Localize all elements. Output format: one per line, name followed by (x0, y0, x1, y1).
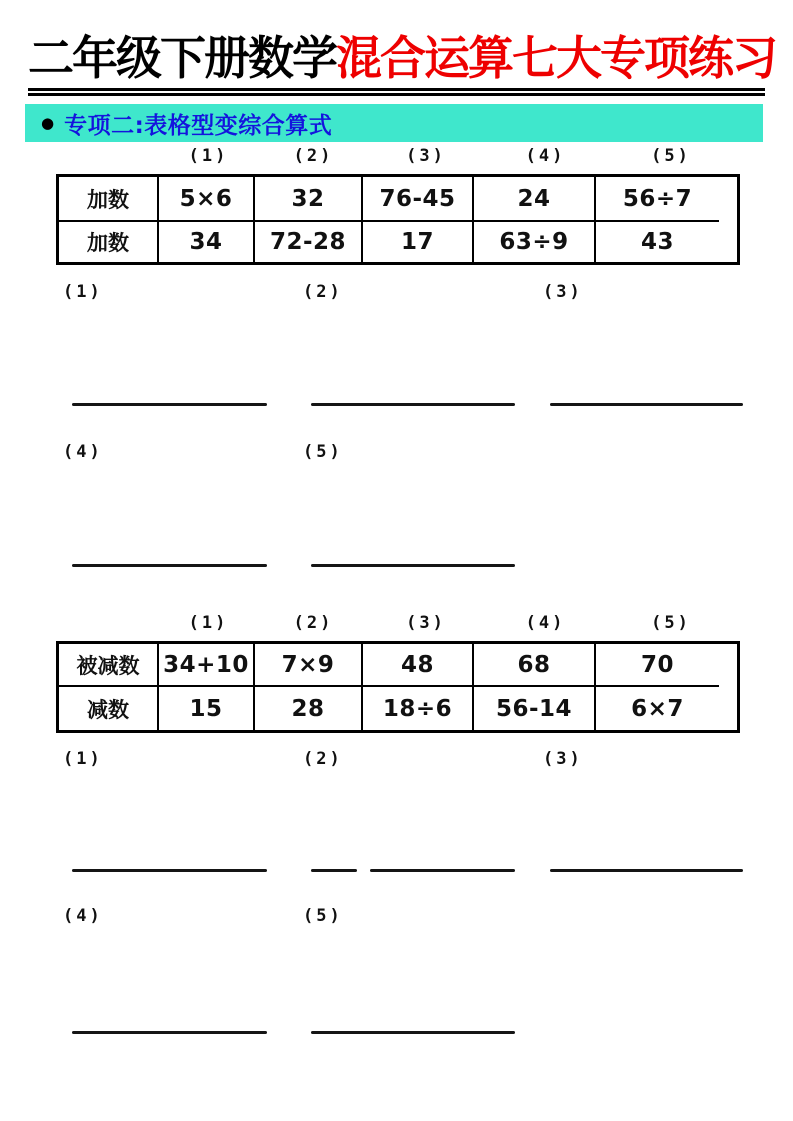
addition-table-column-headers (56, 146, 740, 168)
subtraction-table-column-headers (56, 613, 740, 635)
addition-table (56, 174, 740, 265)
value-cell: 43 (640, 229, 674, 255)
problem-label: (5) (303, 442, 343, 462)
value-cell: 6×7 (631, 695, 684, 722)
problem-label: (4) (63, 906, 103, 926)
answer-line (72, 564, 267, 567)
value-cell: 63÷9 (474, 222, 596, 262)
column-header-3: (3) (406, 146, 446, 166)
value-cell: 15 (159, 687, 255, 730)
answer-line (370, 869, 515, 872)
row-label-cell: 加数 (59, 222, 159, 262)
row-label-cell: 减数 (59, 687, 159, 730)
column-header-spacer (56, 613, 159, 635)
answer-line (72, 403, 267, 406)
column-header-1: (1) (188, 146, 229, 166)
section-header-bar (25, 104, 763, 142)
value-cell: 48 (363, 644, 474, 687)
value-cell: 34+10 (159, 644, 255, 687)
column-header-4: (4) (525, 613, 566, 633)
problem-label: (2) (303, 282, 343, 302)
row-label-cell: 加数 (59, 177, 159, 222)
problem-label: (4) (63, 442, 103, 462)
answer-line (311, 564, 515, 567)
answer-line (550, 403, 743, 406)
row-label-cell: 被减数 (59, 644, 159, 687)
value-cell: 56÷7 (596, 177, 719, 222)
value-cell: 34 (159, 222, 255, 262)
value-cell: 5×6 (159, 177, 255, 222)
problem-label: (3) (543, 282, 583, 302)
column-header-5: (5) (651, 146, 691, 166)
value-cell: 7×9 (255, 644, 363, 687)
problem-label: (1) (63, 282, 103, 302)
column-header-spacer (56, 146, 159, 168)
column-header-1: (1) (188, 613, 229, 633)
value-cell: 72-28 (255, 222, 363, 262)
answer-line (72, 869, 267, 872)
section-title: 专项二:表格型变综合算式 (64, 112, 333, 139)
value-cell: 17 (363, 222, 474, 262)
value-cell: 56-14 (474, 687, 596, 730)
subtraction-table (56, 641, 740, 733)
answer-line (72, 1031, 267, 1034)
title-part-black: 二年级下册数学 (28, 33, 336, 84)
bullet-icon: ● (41, 113, 55, 132)
value-cell: 32 (255, 177, 363, 222)
value-cell: 24 (474, 177, 596, 222)
value-cell: 28 (255, 687, 363, 730)
value-cell: 18÷6 (363, 687, 474, 730)
column-header-4: (4) (525, 146, 566, 166)
answer-line (311, 403, 515, 406)
value-cell: 76-45 (363, 177, 474, 222)
title-part-red: 混合运算七大专项练习 (336, 33, 776, 84)
answer-line (311, 1031, 515, 1034)
answer-line (311, 869, 357, 872)
answer-line (550, 869, 743, 872)
problem-label: (3) (543, 749, 583, 769)
column-header-5: (5) (651, 613, 691, 633)
value-cell: 70 (596, 644, 719, 687)
column-header-2: (2) (293, 146, 334, 166)
problem-label: (1) (63, 749, 103, 769)
addition-table-group (56, 146, 740, 265)
problem-label: (2) (303, 749, 343, 769)
page-title (28, 33, 776, 96)
column-header-3: (3) (406, 613, 446, 633)
value-cell: 68 (474, 644, 596, 687)
subtraction-table-group (56, 613, 740, 733)
column-header-2: (2) (293, 613, 334, 633)
problem-label: (5) (303, 906, 343, 926)
